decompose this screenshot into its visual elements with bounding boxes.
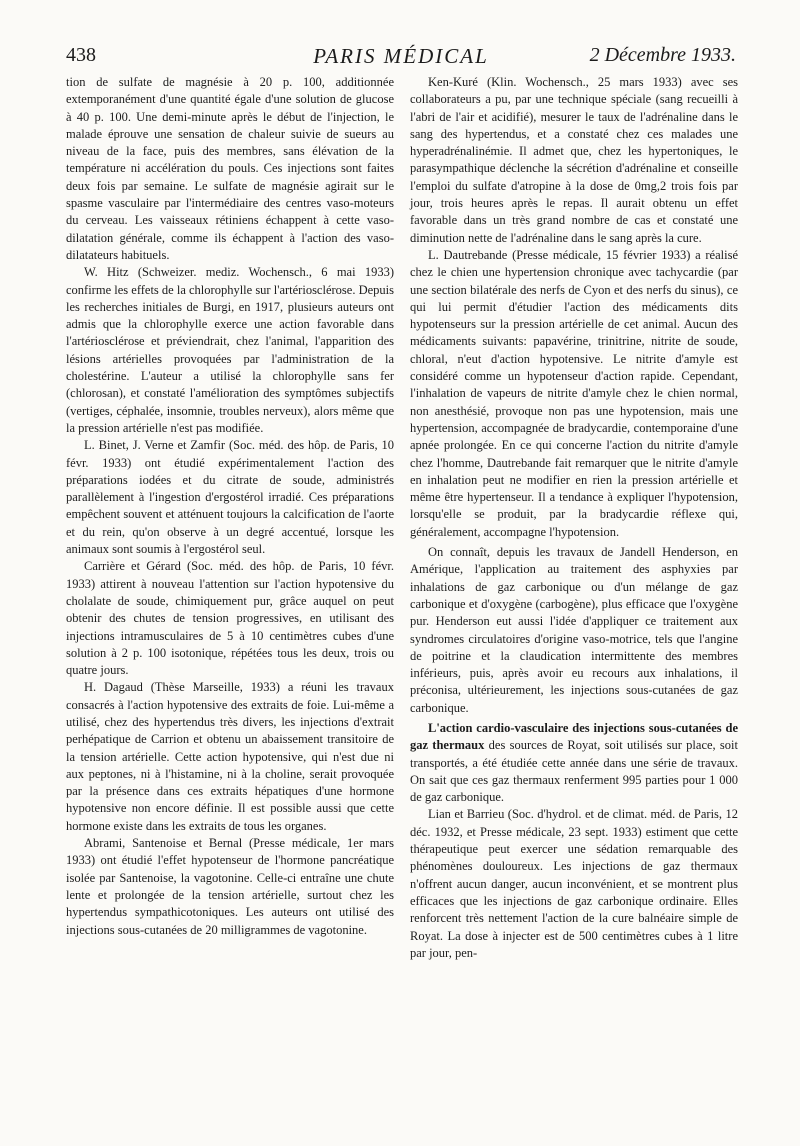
paragraph: On connaît, depuis les travaux de Jandell Henderson, en Amérique, l'application au traitement des asphyxies par inhalations de gaz carbonique ou d'un mélange de gaz carbonique et d'oxygène (carbogène), plus efficace que l'oxygène pur. Henderson eut aussi l'idée d'appliquer ce traitement aux syndromes circulatoires d'origine vaso-motrice, tels que l'angine de poitrine et la claudication intermittente des membres inférieurs, puis, après avoir eu recours aux inhalations, il préconisa, ultérieurement, les injections sous-cutanées de gaz carbonique. xyxy=(410,545,738,715)
section-heading: L'action cardio-vasculaire des injections sous-cutanées de gaz thermaux xyxy=(410,720,738,753)
paragraph: Ken-Kuré (Klin. Wochensch., 25 mars 1933) avec ses collaborateurs a pu, par une technique spéciale (sang recueilli à l'abri de l'air et acidifié), mesurer le taux de l'adrénaline dans le sang des hypertendus, et a constaté chez ces malades une hyperadrénalinémie. Il admet que, chez les hypertoniques, le parasympathique déclenche la sécrétion d'adrénaline et conseille l'emploi du sulfate d'atropine à la dose de 0mg,2 trois fois par jour, trois heures après le repas. Il aurait obtenu un effet favorable dans un très grand nombre de cas et constaté une diminution nette de l'adrénaline dans le sang après la cure. xyxy=(410,75,738,245)
paragraph: Carrière et Gérard (Soc. méd. des hôp. de Paris, 10 févr. 1933) attirent à nouveau l'attention sur l'action hypotensive du cholalate de soude, chimiquement pur, grâce auquel on peut obtenir des chutes de tension progressives, en utilisant des injections intramusculaires de 5 à 10 centimètres cubes d'une solution à 2 p. 100 isotonique, répétées tous les deux, trois ou quatre jours. xyxy=(66,559,394,678)
paragraph: H. Dagaud (Thèse Marseille, 1933) a réuni les travaux consacrés à l'action hypotensive des extraits de foie. Lui-même a utilisé, chez des hypertendus très divers, les injections d'extrait perhépatique de Carrion et obtenu un abaissement transitoire de la tension artérielle. Cette action hypotensive, qui n'est due ni aux peptones, ni à l'histamine, ni à la choline, serait provoquée par la présence dans ces extraits hépatiques d'une hormone hypotensive non encore définie. Il est possible aussi que cette hormone existe dans les extraits de tous les organes. xyxy=(66,680,394,833)
paragraph: L. Dautrebande (Presse médicale, 15 février 1933) a réalisé chez le chien une hypertension chronique avec tachycardie (par une section bilatérale des nerfs de Cyon et des nerfs du sinus), ce qui lui permit d'étudier l'action des médicaments dits hypotenseurs sur la pression artérielle de cet animal. Aucun des médicaments suivants: papavérine, trinitrine, nitrite de soude, chloral, n'eut d'action hypotensive. Le nitrite d'amyle est considéré comme un hypotenseur d'action rapide. Cependant, l'inhalation de vapeurs de nitrite d'amyle chez le chien normal, non anesthésié, provoque non pas une hypotension, mais une hypertension, accompagnée de bradycardie, contemporaine d'une apnée prolongée. En ce qui concerne l'action du nitrite d'amyle chez l'homme, Dautrebande fait remarquer que le nitrite d'amyle en inhalation peut ne modifier en rien la pression artérielle et même être hypertenseur. Il a tendance à expliquer l'hypotension, lorsqu'elle se produit, par la bradycardie réflexe qui, généralement, accompagne l'hypotension. xyxy=(410,247,738,539)
issue-date: 2 Décembre 1933. xyxy=(589,44,736,66)
paragraph: Abrami, Santenoise et Bernal (Presse médicale, 1er mars 1933) ont étudié l'effet hypotenseur de l'hormone pancréatique isolée par Santenoise, la vagotonine. Celle-ci entraîne une chute lente et prolongée de la tension artérielle, surtout chez les hypertendus sympathicotoniques. Les auteurs ont utilisé des injections sous-cutanées de 20 milligrammes de vagotonine. xyxy=(66,836,394,937)
paragraph: W. Hitz (Schweizer. mediz. Wochensch., 6 mai 1933) confirme les effets de la chlorophylle sur l'artériosclérose. Depuis les recherches initiales de Burgi, en 1917, plusieurs auteurs ont admis que la chlorophylle exerce une action favorable dans l'artériosclérose et préviendrait, chez l'animal, l'apparition des lésions artérielles provoquées par l'administration de la cholestérine. L'auteur a utilisé la chlorophylle sans fer (chlorosan), et constaté l'amélioration des symptômes subjectifs (vertiges, céphalée, insomnie, troubles nerveux), alors même que la pression artérielle n'est pas modifiée. xyxy=(66,265,394,435)
paragraph: Lian et Barrieu (Soc. d'hydrol. et de climat. méd. de Paris, 12 déc. 1932, et Presse médicale, 23 sept. 1933) estiment que cette thérapeutique peut exercer une sédation remarquable des phénomènes douloureux. Les injections de gaz thermaux n'offrent aucun danger, aucun inconvénient, et se montrent plus efficaces que les injections de gaz carbonique ordinaire. Elles renforcent très nettement l'action de la cure balnéaire simple de Royat. La dose à injecter est de 500 centimètres cubes à 1 litre par jour, pen- xyxy=(410,807,738,960)
journal-title: PARIS MÉDICAL xyxy=(313,44,489,68)
paragraph: L. Binet, J. Verne et Zamfir (Soc. méd. des hôp. de Paris, 10 févr. 1933) ont étudié expérimentalement l'action des préparations iodées et du citrate de soude, administrés parallèlement à l'ingestion d'ergostérol irradié. Ces préparations empêchent souvent et atténuent toujours la calcification de l'aorte et du rein, qu'on observe à un degré accentué, lorsque les animaux sont soumis à l'ergostérol seul. xyxy=(66,438,394,557)
page-number: 438 xyxy=(66,44,96,66)
left-column xyxy=(66,74,394,939)
section-paragraph xyxy=(410,720,738,806)
section-text: des sources de Royat, soit utilisés sur place, soit transportés, a été étudiée cette année dans une série de travaux. On sait que ces gaz thermaux renferment 995 parties pour 1 000 de gaz carbonique. xyxy=(410,738,738,805)
paragraph: tion de sulfate de magnésie à 20 p. 100, additionnée extemporanément d'une quantité égale d'une solution de glucose à 40 p. 100. Une demi-minute après le début de l'injection, le malade éprouve une sensation de chaleur suivie de sueurs au niveau de la face, puis des membres, sans élévation de la température ni accélération du pouls. Ces injections sont faites deux fois par semaine. Le sulfate de magnésie agirait sur le spasme vasculaire par l'intermédiaire des centres vaso-moteurs du cerveau. Les vaisseaux rétiniens échappent à cette vaso-dilatation générale, comme ils échappent à l'action des vaso-dilatateurs habituels. xyxy=(66,75,394,262)
right-column xyxy=(410,74,738,962)
